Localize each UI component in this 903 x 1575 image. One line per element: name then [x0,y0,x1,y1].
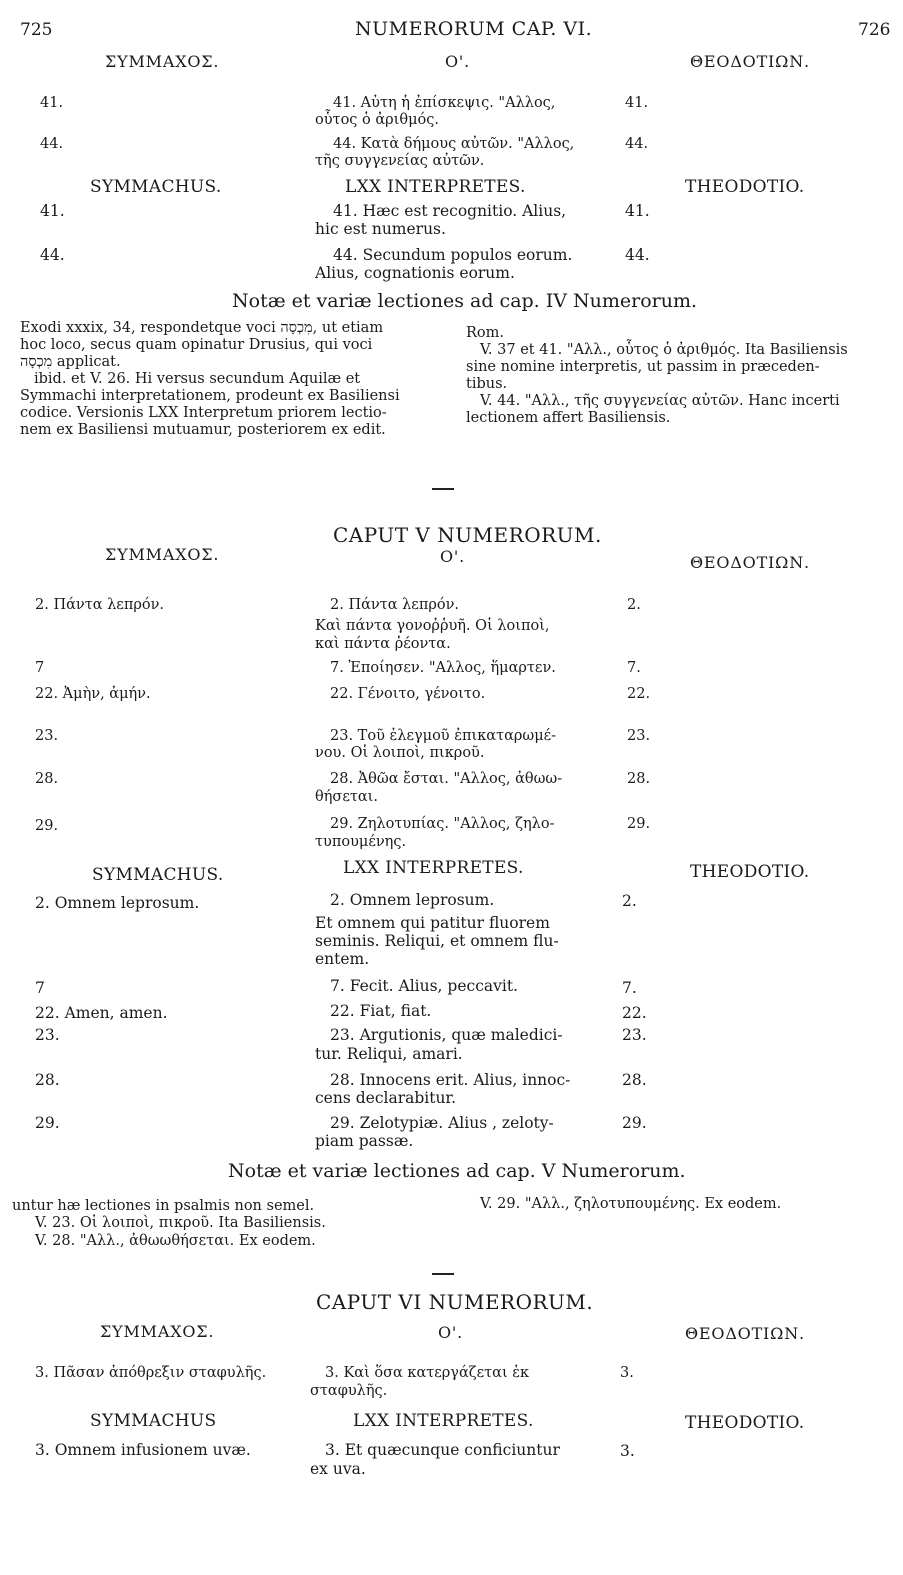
col-head-lxx-greek: Ο'. [445,52,471,71]
col-head-lxx-latin: LXX INTERPRETES. [345,177,526,197]
lxx-text: 3. Et quæcunque conficiuntur [325,1441,560,1459]
verse-number: 3. [620,1365,634,1381]
col-head-lxx-latin: LXX INTERPRETES. [343,858,524,878]
col-head-lxx-greek: Ο'. [438,1323,464,1342]
col-head-symmachus-latin: SYMMACHUS. [92,865,224,885]
col-head-symmachus-latin: SYMMACHUS [90,1411,217,1431]
verse-number: 23. [627,728,651,744]
symmachus-text: 23. [35,728,59,744]
symmachus-text: 2. Πάντα λεπρόν. [35,597,165,613]
col-head-theodotio-latin: THEODOTIO. [690,862,810,882]
col-head-theodotio-latin: THEODOTIO. [685,177,805,197]
lxx-text: 29. Zelotypiæ. Alius , zeloty- [330,1114,554,1132]
lxx-text: νου. Οἱ λοιποὶ, πικροῦ. [315,745,485,761]
lxx-text: θήσεται. [315,789,378,805]
verse-number: 41. [40,202,65,220]
lxx-text: 2. Πάντα λεπρόν. [330,597,460,613]
symmachus-text: 28. [35,1071,60,1089]
verse-number: 44. [625,246,650,264]
verse-number: 22. [627,686,651,702]
note-line: V. 28. "Αλλ., ἀθωωθήσεται. Ex eodem. [35,1233,316,1249]
symmachus-text: 29. [35,1114,60,1132]
verse-number: 28. [627,771,651,787]
col-head-lxx-latin: LXX INTERPRETES. [353,1411,534,1431]
lxx-text: Et omnem qui patitur fluorem [315,914,550,932]
lxx-text: ex uva. [310,1460,366,1478]
col-head-symmachus-greek: ΣΥΜΜΑΧΟΣ. [105,52,220,71]
symmachus-text: 2. Omnem leprosum. [35,894,200,912]
symmachus-text: 29. [35,818,59,834]
verse-number: 7. [622,979,637,997]
note-line: codice. Versionis LXX Interpretum priorem lectio- [20,405,387,421]
lxx-text: 41. Hæc est recognitio. Alius, [333,202,567,220]
lxx-text: τῆς συγγενείας αὐτῶν. [315,153,485,169]
lxx-text: 2. Omnem leprosum. [330,891,495,909]
lxx-text: οὗτος ὁ ἀριθμός. [315,112,439,128]
lxx-text: piam passæ. [315,1132,414,1150]
lxx-text: 23. Τοῦ ἐλεγμοῦ ἐπικαταρωμέ- [330,728,557,744]
verse-number: 29. [622,1114,647,1132]
note-line: lectionem affert Basiliensis. [466,410,671,426]
col-head-lxx-greek: Ο'. [440,547,466,566]
note-line: sine nomine interpretis, ut passim in præceden- [466,359,820,375]
verse-number: 41. [40,95,64,111]
col-head-symmachus-latin: SYMMACHUS. [90,177,222,197]
note-line: מִכְסָה applicat. [20,354,121,370]
lxx-text: 29. Ζηλοτυπίας. "Αλλος, ζηλο- [330,816,555,832]
note-line: Exodi xxxix, 34, respondetque voci מִכְסָה, ut etiam [20,320,384,336]
lxx-text: 41. Αὐτη ἡ ἐπίσκεψις. "Αλλος, [333,95,556,111]
symmachus-text: 7 [35,660,45,676]
note-line: V. 23. Οἱ λοιποὶ, πικροῦ. Ita Basiliensis. [35,1215,326,1231]
col-head-theodotion-greek: ΘΕΟΔΟΤΙΩΝ. [690,553,810,572]
verse-number: 41. [625,202,650,220]
section-divider [432,1273,454,1275]
lxx-text: tur. Reliqui, amari. [315,1045,463,1063]
lxx-text: 7. Ἐποίησεν. "Αλλος, ἥμαρτεν. [330,660,556,676]
lxx-text: 7. Fecit. Alius, peccavit. [330,977,518,995]
notes-title-cap5: Notæ et variæ lectiones ad cap. V Numerorum. [228,1160,686,1182]
lxx-text: seminis. Reliqui, et omnem flu- [315,932,559,950]
lxx-text: 44. Secundum populos eorum. [333,246,573,264]
lxx-text: cens declarabitur. [315,1089,457,1107]
lxx-text: Alius, cognationis eorum. [315,264,515,282]
col-head-symmachus-greek: ΣΥΜΜΑΧΟΣ. [100,1322,215,1341]
symmachus-text: 22. Ἀμὴν, ἀμήν. [35,686,151,702]
symmachus-text: 23. [35,1026,60,1044]
verse-number: 29. [627,816,651,832]
note-line: ibid. et V. 26. Hi versus secundum Aquilæ et [34,371,361,387]
page-number-left: 725 [20,20,53,40]
symmachus-text: 28. [35,771,59,787]
lxx-text: 23. Argutionis, quæ maledici- [330,1026,563,1044]
verse-number: 2. [627,597,641,613]
lxx-text: καὶ πάντα ῥέοντα. [315,636,451,652]
verse-number: 44. [625,136,649,152]
page-number-right: 726 [858,20,891,40]
symmachus-text: 7 [35,979,45,997]
lxx-text: 44. Κατὰ δήμους αὐτῶν. "Αλλος, [333,136,575,152]
col-head-theodotion-greek: ΘΕΟΔΟΤΙΩΝ. [690,52,810,71]
col-head-symmachus-greek: ΣΥΜΜΑΧΟΣ. [105,545,220,564]
lxx-text: 22. Γένοιτο, γένοιτο. [330,686,486,702]
lxx-text: 28. Innocens erit. Alius, innoc- [330,1071,571,1089]
notes-title-cap4: Notæ et variæ lectiones ad cap. IV Numerorum. [232,290,698,312]
note-line: V. 29. "Αλλ., ζηλοτυπουμένης. Ex eodem. [480,1196,782,1212]
note-line: Symmachi interpretationem, prodeunt ex Basiliensi [20,388,400,404]
col-head-theodotion-greek: ΘΕΟΔΟΤΙΩΝ. [685,1324,805,1343]
verse-number: 23. [622,1026,647,1044]
verse-number: 44. [40,136,64,152]
running-title: NUMERORUM CAP. VI. [355,18,593,40]
verse-number: 44. [40,246,65,264]
lxx-text: hic est numerus. [315,220,446,238]
col-head-theodotio-latin: THEODOTIO. [685,1413,805,1433]
note-line: V. 37 et 41. "Αλλ., οὗτος ὁ ἀριθμός. Ita Basiliensis [480,342,848,358]
note-line: tibus. [466,376,508,392]
note-line: Rom. [466,325,505,341]
lxx-text: σταφυλῆς. [310,1383,388,1399]
note-line: V. 44. "Αλλ., τῆς συγγενείας αὐτῶν. Hanc incerti [480,393,840,409]
lxx-text: Καὶ πάντα γονοῤῥυῆ. Οἱ λοιποὶ, [315,618,550,634]
verse-number: 2. [622,892,637,910]
lxx-text: τυπουμένης. [315,834,407,850]
lxx-text: 3. Καὶ ὅσα κατεργάζεται ἐκ [325,1365,530,1381]
verse-number: 3. [620,1442,635,1460]
symmachus-text: 3. Πᾶσαν ἀπόθρεξιν σταφυλῆς. [35,1365,267,1381]
verse-number: 22. [622,1004,647,1022]
lxx-text: 28. Ἀθῶα ἔσται. "Αλλος, ἀθωω- [330,771,563,787]
lxx-text: entem. [315,950,370,968]
lxx-text: 22. Fiat, fiat. [330,1002,432,1020]
verse-number: 7. [627,660,641,676]
note-line: hoc loco, secus quam opinatur Drusius, qui voci [20,337,373,353]
symmachus-text: 3. Omnem infusionem uvæ. [35,1441,251,1459]
symmachus-text: 22. Amen, amen. [35,1004,168,1022]
verse-number: 41. [625,95,649,111]
section-divider [432,488,454,490]
note-line: untur hæ lectiones in psalmis non semel. [12,1198,315,1214]
note-line: nem ex Basiliensi mutuamur, posteriorem ex edit. [20,422,386,438]
verse-number: 28. [622,1071,647,1089]
chapter-title-cap5: CAPUT V NUMERORUM. [333,523,602,547]
chapter-title-cap6: CAPUT VI NUMERORUM. [316,1290,594,1314]
